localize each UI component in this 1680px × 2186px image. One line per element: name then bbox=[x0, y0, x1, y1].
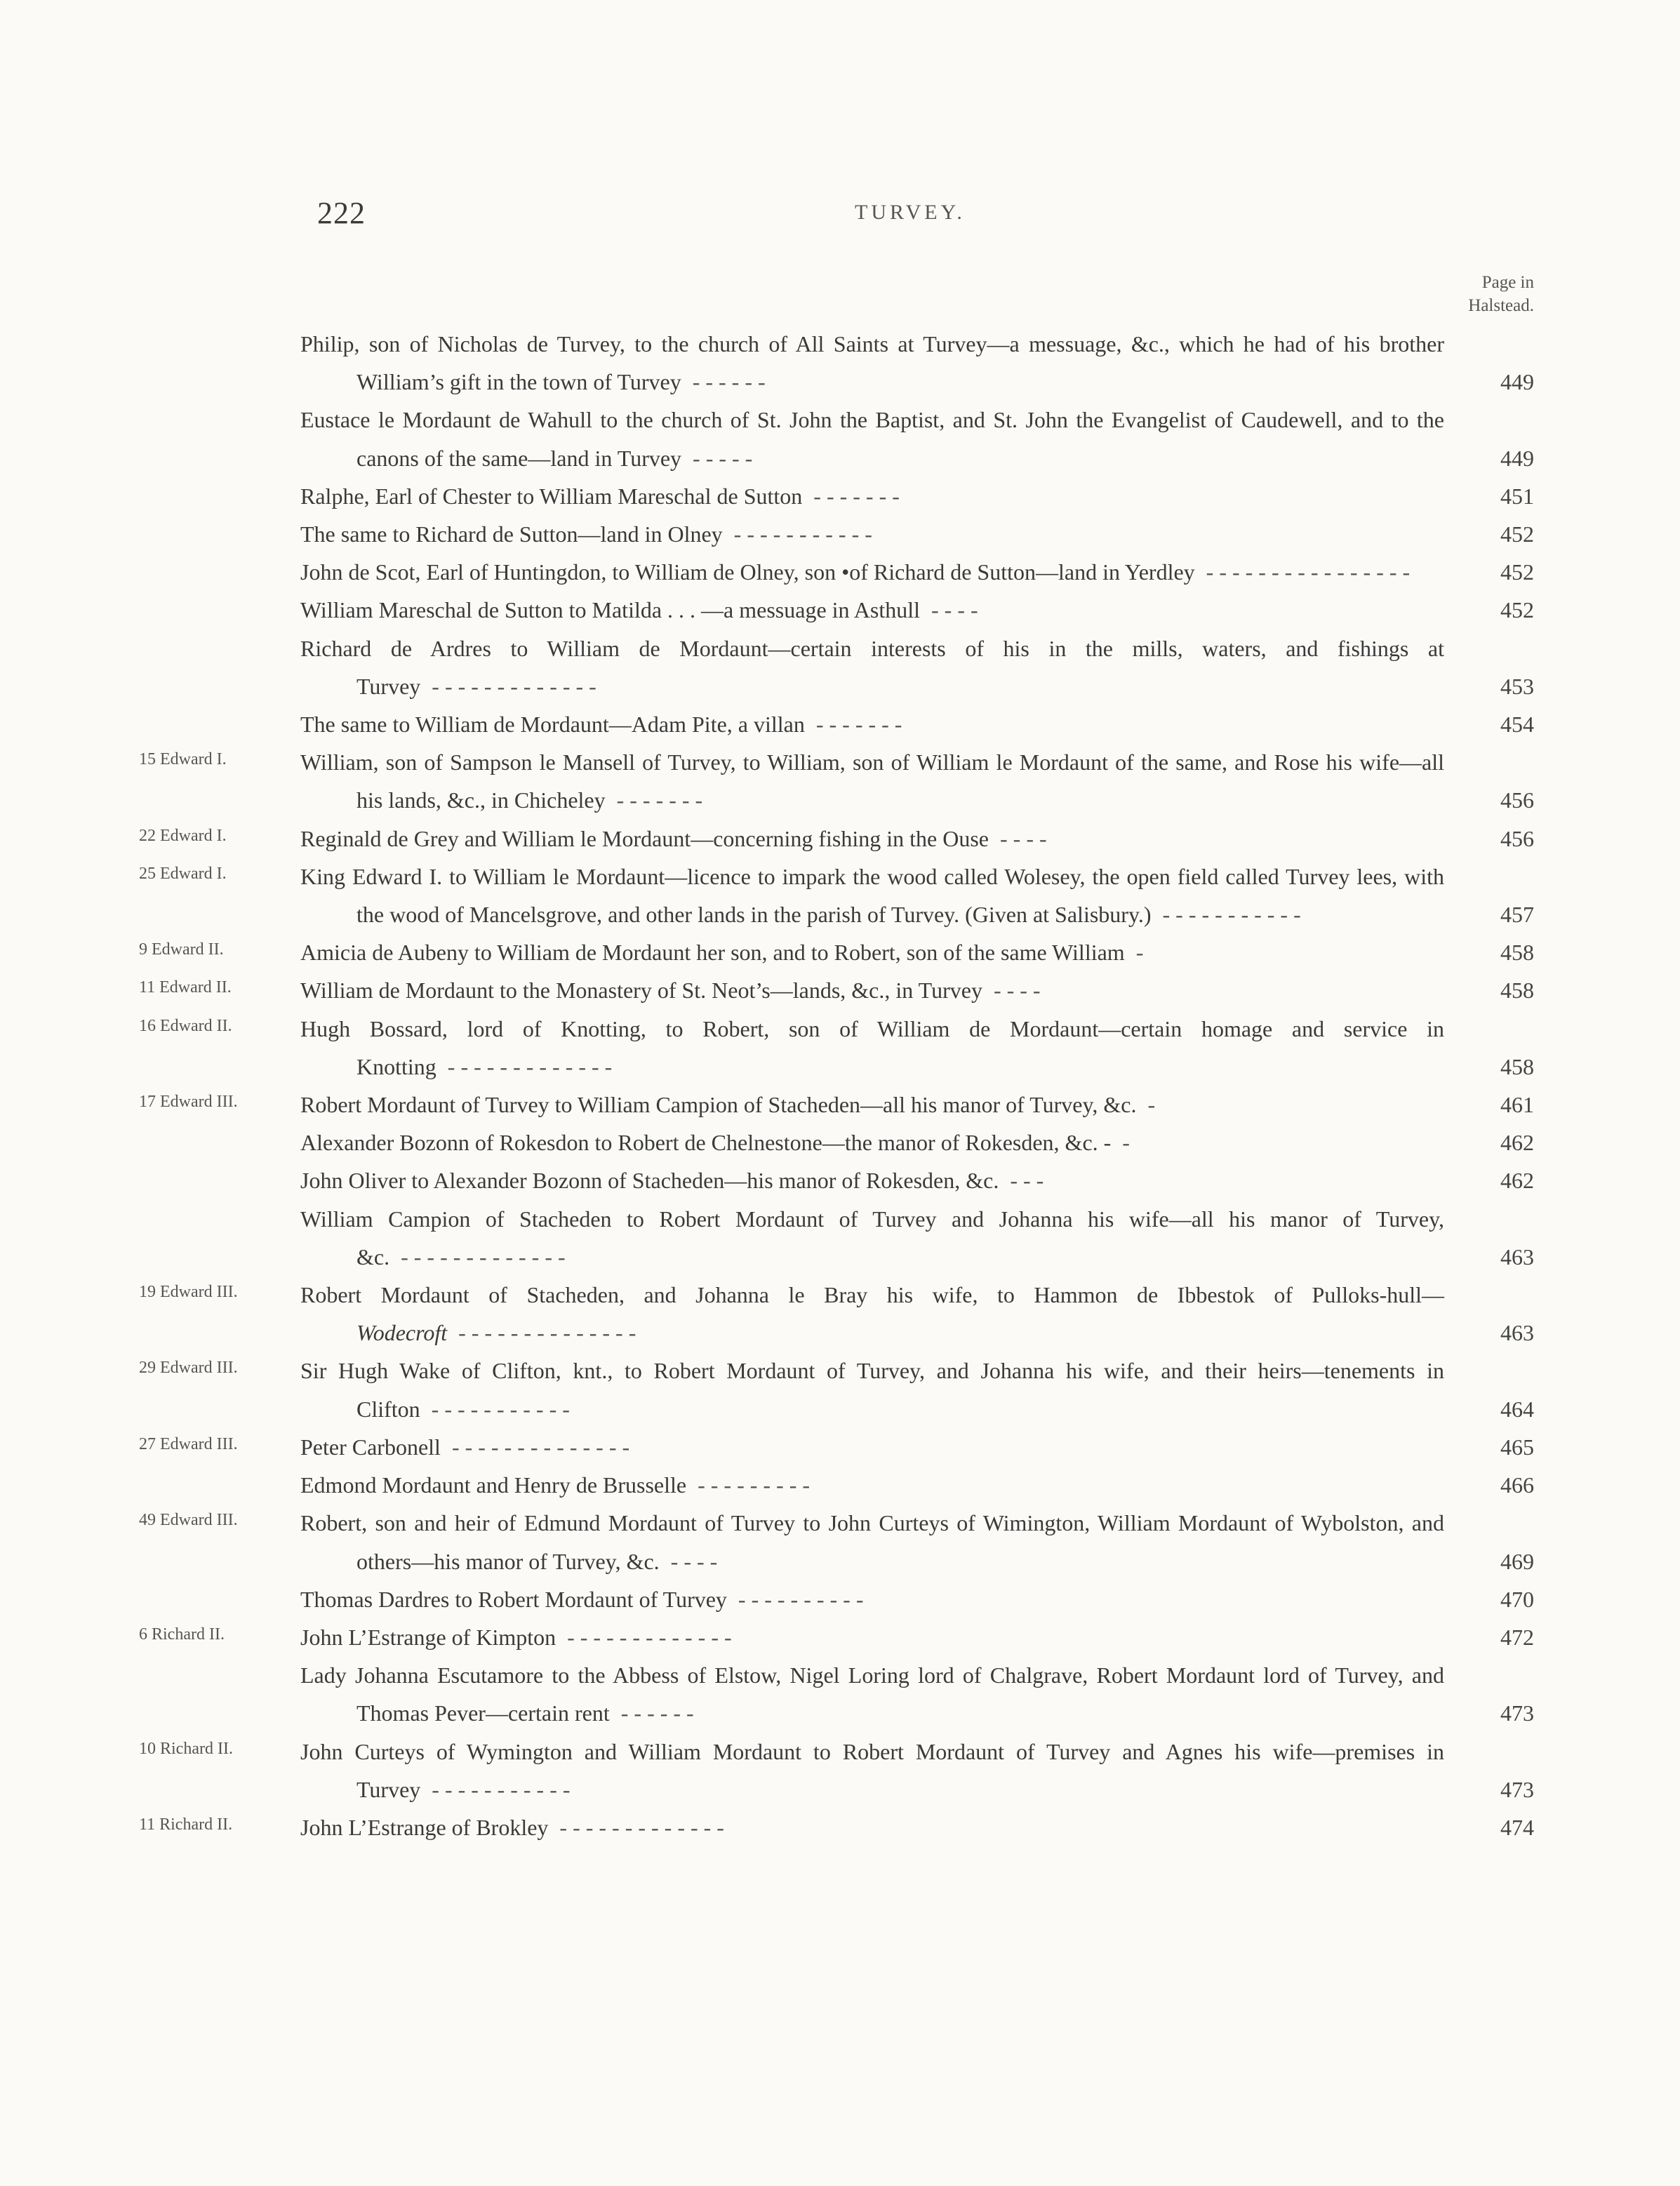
page-column-heading-line1: Page in bbox=[1481, 273, 1534, 292]
halstead-page-ref: 472 bbox=[1500, 1624, 1534, 1650]
entry-text-block bbox=[300, 325, 1444, 401]
entry-row bbox=[0, 1124, 1680, 1161]
entry-row bbox=[0, 1580, 1680, 1618]
halstead-page-ref: 452 bbox=[1500, 521, 1534, 547]
leader-dashes: - - - - - - - - - - - - - bbox=[401, 1244, 566, 1269]
regnal-year: 16 Edward II. bbox=[139, 1016, 232, 1035]
entry-text-block bbox=[300, 1161, 1444, 1199]
entry-row bbox=[0, 553, 1680, 591]
entry-text: William, son of Sampson le Mansell of Turvey, to William, son of William le Mordaunt of the same, and Rose his wife—all his lands, &c., in Chicheley bbox=[300, 749, 1444, 813]
entry-text-block bbox=[300, 858, 1444, 933]
halstead-page-ref: 463 bbox=[1500, 1320, 1534, 1346]
halstead-page-ref: 452 bbox=[1500, 559, 1534, 585]
entry-text: Lady Johanna Escutamore to the Abbess of Elstow, Nigel Loring lord of Chalgrave, Robert Mordaunt lord of Turvey, and Thomas Pever—certain rent bbox=[300, 1662, 1444, 1726]
regnal-year: 11 Edward II. bbox=[139, 978, 232, 997]
entry-text-block bbox=[300, 743, 1444, 819]
leader-dashes: - - - - - - - - - - - - - - bbox=[458, 1320, 636, 1346]
halstead-page-ref: 473 bbox=[1500, 1776, 1534, 1802]
entry-row bbox=[0, 820, 1680, 858]
regnal-year: 27 Edward III. bbox=[139, 1434, 238, 1453]
entry-text: Robert Mordaunt of Turvey to William Campion of Stacheden—all his manor of Turvey, &c. bbox=[300, 1092, 1137, 1118]
halstead-page-ref: 451 bbox=[1500, 483, 1534, 509]
leader-dashes: - - - - - - - bbox=[815, 712, 902, 738]
halstead-page-ref: 458 bbox=[1500, 978, 1534, 1004]
entry-row bbox=[0, 705, 1680, 743]
entry-row bbox=[0, 858, 1680, 933]
entry-text-block bbox=[300, 1428, 1444, 1466]
regnal-year: 22 Edward I. bbox=[139, 826, 227, 845]
entry-row bbox=[0, 1276, 1680, 1352]
entry-text-block bbox=[300, 1352, 1444, 1427]
regnal-year: 29 Edward III. bbox=[139, 1359, 238, 1378]
entry-row bbox=[0, 1466, 1680, 1504]
entry-row bbox=[0, 325, 1680, 401]
halstead-page-ref: 456 bbox=[1500, 825, 1534, 851]
leader-dashes: - bbox=[1135, 940, 1144, 966]
entry-list bbox=[0, 325, 1680, 1846]
regnal-year: 25 Edward I. bbox=[139, 864, 227, 883]
entry-text: Richard de Ardres to William de Mordaunt—certain interests of his in the mills, waters, and fishings at Turvey bbox=[300, 635, 1444, 699]
entry-row bbox=[0, 1086, 1680, 1124]
entry-text-block bbox=[300, 1618, 1444, 1656]
entry-text: Robert, son and heir of Edmund Mordaunt of Turvey to John Curteys of Wimington, William Mordaunt of Wybolston, and others—his manor of Turvey, &c. bbox=[300, 1510, 1444, 1574]
entry-text: Ralphe, Earl of Chester to William Mareschal de Sutton bbox=[300, 483, 803, 509]
leader-dashes: - - - - bbox=[931, 597, 978, 623]
entry-text-block bbox=[300, 820, 1444, 858]
entry-row bbox=[0, 1618, 1680, 1656]
entry-text: Philip, son of Nicholas de Turvey, to the church of All Saints at Turvey—a messuage, &c., which he had of his brother William’s gift in the town of Turvey bbox=[300, 331, 1444, 395]
page-number: 222 bbox=[317, 196, 366, 230]
halstead-page-ref: 461 bbox=[1500, 1092, 1534, 1118]
entry-text: John de Scot, Earl of Huntingdon, to William de Olney, son •of Richard de Sutton—land in Yerdley bbox=[300, 559, 1195, 585]
leader-dashes: - - - - - - bbox=[620, 1700, 694, 1726]
leader-dashes: - - - - - - - - - - - - - bbox=[559, 1814, 724, 1840]
entry-text: John L’Estrange of Brokley bbox=[300, 1814, 549, 1840]
halstead-page-ref: 456 bbox=[1500, 787, 1534, 813]
leader-dashes: - - - - - - - bbox=[616, 787, 703, 813]
entry-text-block bbox=[300, 1808, 1444, 1846]
entry-text: The same to Richard de Sutton—land in Olney bbox=[300, 521, 723, 547]
entry-text: The same to William de Mordaunt—Adam Pite, a villan bbox=[300, 712, 805, 738]
entry-row bbox=[0, 1428, 1680, 1466]
entry-text-block bbox=[300, 1086, 1444, 1124]
regnal-year: 6 Richard II. bbox=[139, 1625, 225, 1644]
entry-text-block bbox=[300, 553, 1444, 591]
leader-dashes: - bbox=[1122, 1130, 1130, 1156]
entry-row bbox=[0, 971, 1680, 1009]
entry-row bbox=[0, 591, 1680, 629]
entry-row bbox=[0, 1733, 1680, 1808]
entry-text: John L’Estrange of Kimpton bbox=[300, 1624, 556, 1650]
entry-text: Hugh Bossard, lord of Knotting, to Robert, son of William de Mordaunt—certain homage and service in Knotting bbox=[300, 1015, 1444, 1079]
leader-dashes: - - - - - - - - - bbox=[698, 1472, 811, 1498]
halstead-page-ref: 453 bbox=[1500, 673, 1534, 699]
entry-text-block bbox=[300, 591, 1444, 629]
leader-dashes: - - - - - - - - - - - - - - - - bbox=[1206, 559, 1411, 585]
entry-text-block bbox=[300, 1504, 1444, 1580]
leader-dashes: - - - - - - - - - - - bbox=[733, 521, 872, 547]
regnal-year: 15 Edward I. bbox=[139, 750, 227, 769]
entry-text-block bbox=[300, 971, 1444, 1009]
entry-text-block bbox=[300, 401, 1444, 476]
halstead-page-ref: 449 bbox=[1500, 369, 1534, 395]
page-column-heading bbox=[1468, 271, 1534, 317]
entry-row bbox=[0, 933, 1680, 971]
running-title: TURVEY. bbox=[855, 201, 966, 224]
entry-text: Edmond Mordaunt and Henry de Brusselle bbox=[300, 1472, 687, 1498]
entry-row bbox=[0, 1161, 1680, 1199]
entry-text-block bbox=[300, 1124, 1444, 1161]
halstead-page-ref: 462 bbox=[1500, 1168, 1534, 1194]
page-column-heading-line2: Halstead. bbox=[1468, 296, 1534, 315]
halstead-page-ref: 466 bbox=[1500, 1472, 1534, 1498]
halstead-page-ref: 457 bbox=[1500, 902, 1534, 928]
regnal-year: 17 Edward III. bbox=[139, 1093, 238, 1112]
entry-text: Amicia de Aubeny to William de Mordaunt her son, and to Robert, son of the same William bbox=[300, 940, 1125, 966]
entry-text: John Curteys of Wymington and William Mordaunt to Robert Mordaunt of Turvey and Agnes his wife—premises in Turvey bbox=[300, 1738, 1444, 1802]
entry-text-block bbox=[300, 1466, 1444, 1504]
halstead-page-ref: 452 bbox=[1500, 597, 1534, 623]
regnal-year: 11 Richard II. bbox=[139, 1815, 233, 1834]
leader-dashes: - - - - - - - - - - - bbox=[431, 1396, 570, 1422]
entry-row bbox=[0, 1200, 1680, 1276]
entry-text-italic: Wodecroft bbox=[356, 1320, 448, 1346]
entry-text-block bbox=[300, 1200, 1444, 1276]
halstead-page-ref: 469 bbox=[1500, 1548, 1534, 1574]
regnal-year: 19 Edward III. bbox=[139, 1283, 238, 1302]
entry-row bbox=[0, 1808, 1680, 1846]
entry-text: John Oliver to Alexander Bozonn of Stacheden—his manor of Rokesden, &c. bbox=[300, 1168, 999, 1194]
entry-text-block bbox=[300, 1733, 1444, 1808]
halstead-page-ref: 458 bbox=[1500, 1053, 1534, 1079]
entry-text: Thomas Dardres to Robert Mordaunt of Turvey bbox=[300, 1586, 727, 1612]
leader-dashes: - - - - - - - - - - - - - bbox=[447, 1053, 613, 1079]
halstead-page-ref: 474 bbox=[1500, 1814, 1534, 1840]
leader-dashes: - - - - - - - - - - - - - - bbox=[451, 1434, 630, 1460]
leader-dashes: - - - - - - bbox=[692, 369, 766, 395]
entry-text-block bbox=[300, 515, 1444, 553]
leader-dashes: - - - bbox=[1010, 1168, 1044, 1194]
regnal-year: 49 Edward III. bbox=[139, 1511, 238, 1530]
halstead-page-ref: 465 bbox=[1500, 1434, 1534, 1460]
halstead-page-ref: 470 bbox=[1500, 1586, 1534, 1612]
entry-text-block bbox=[300, 629, 1444, 705]
entry-text-block bbox=[300, 933, 1444, 971]
entry-text: Alexander Bozonn of Rokesdon to Robert de Chelnestone—the manor of Rokesden, &c. - bbox=[300, 1130, 1112, 1156]
leader-dashes: - - - - - - - - - - - - - bbox=[432, 673, 596, 699]
halstead-page-ref: 463 bbox=[1500, 1244, 1534, 1269]
entry-row bbox=[0, 743, 1680, 819]
leader-dashes: - - - - bbox=[993, 978, 1041, 1004]
entry-text-block bbox=[300, 1276, 1444, 1352]
leader-dashes: - - - - - - - - - - - bbox=[432, 1776, 571, 1802]
regnal-year: 10 Richard II. bbox=[139, 1739, 233, 1758]
leader-dashes: - - - - - - - bbox=[813, 483, 900, 509]
entry-row bbox=[0, 1010, 1680, 1086]
entry-text: Robert Mordaunt of Stacheden, and Johanna le Bray his wife, to Hammon de Ibbestok of Pulloks-hull— bbox=[300, 1282, 1444, 1308]
entry-text: William Campion of Stacheden to Robert Mordaunt of Turvey and Johanna his wife—all his manor of Turvey, &c. bbox=[300, 1206, 1444, 1269]
regnal-year: 9 Edward II. bbox=[139, 940, 224, 959]
leader-dashes: - - - - - - - - - - - bbox=[1162, 902, 1301, 928]
entry-text: Sir Hugh Wake of Clifton, knt., to Robert Mordaunt of Turvey, and Johanna his wife, and their heirs—tenements in Clifton bbox=[300, 1358, 1444, 1422]
entry-text: William de Mordaunt to the Monastery of St. Neot’s—lands, &c., in Turvey bbox=[300, 978, 982, 1004]
leader-dashes: - - - - - - - - - - bbox=[738, 1586, 864, 1612]
leader-dashes: - bbox=[1147, 1092, 1156, 1118]
entry-row bbox=[0, 1656, 1680, 1732]
entry-text-block bbox=[300, 1656, 1444, 1732]
halstead-page-ref: 458 bbox=[1500, 940, 1534, 966]
entry-row bbox=[0, 515, 1680, 553]
leader-dashes: - - - - - bbox=[693, 445, 753, 471]
entry-text: Reginald de Grey and William le Mordaunt—concerning fishing in the Ouse bbox=[300, 825, 989, 851]
leader-dashes: - - - - bbox=[1000, 825, 1047, 851]
entry-text: Peter Carbonell bbox=[300, 1434, 441, 1460]
entry-row bbox=[0, 629, 1680, 705]
entry-row bbox=[0, 401, 1680, 476]
leader-dashes: - - - - - - - - - - - - - bbox=[567, 1624, 732, 1650]
halstead-page-ref: 464 bbox=[1500, 1396, 1534, 1422]
entry-text-block bbox=[300, 1010, 1444, 1086]
entry-text: King Edward I. to William le Mordaunt—licence to impark the wood called Wolesey, the open field called Turvey lees, with the wood of Mancelsgrove, and other lands in the parish of Turvey. (Given at Salisbury.) bbox=[300, 863, 1444, 928]
halstead-page-ref: 462 bbox=[1500, 1130, 1534, 1156]
entry-row bbox=[0, 477, 1680, 515]
entry-text-block bbox=[300, 477, 1444, 515]
entry-text: William Mareschal de Sutton to Matilda . . . —a messuage in Asthull bbox=[300, 597, 921, 623]
entry-text-block bbox=[300, 1580, 1444, 1618]
leader-dashes: - - - - bbox=[670, 1548, 718, 1574]
halstead-page-ref: 449 bbox=[1500, 445, 1534, 471]
halstead-page-ref: 473 bbox=[1500, 1700, 1534, 1726]
entry-row bbox=[0, 1504, 1680, 1580]
halstead-page-ref: 454 bbox=[1500, 712, 1534, 738]
entry-text-block bbox=[300, 705, 1444, 743]
entry-row bbox=[0, 1352, 1680, 1427]
entry-text: Eustace le Mordaunt de Wahull to the church of St. John the Baptist, and St. John the Evangelist of Caudewell, and to the canons of the same—land in Turvey bbox=[300, 407, 1444, 471]
